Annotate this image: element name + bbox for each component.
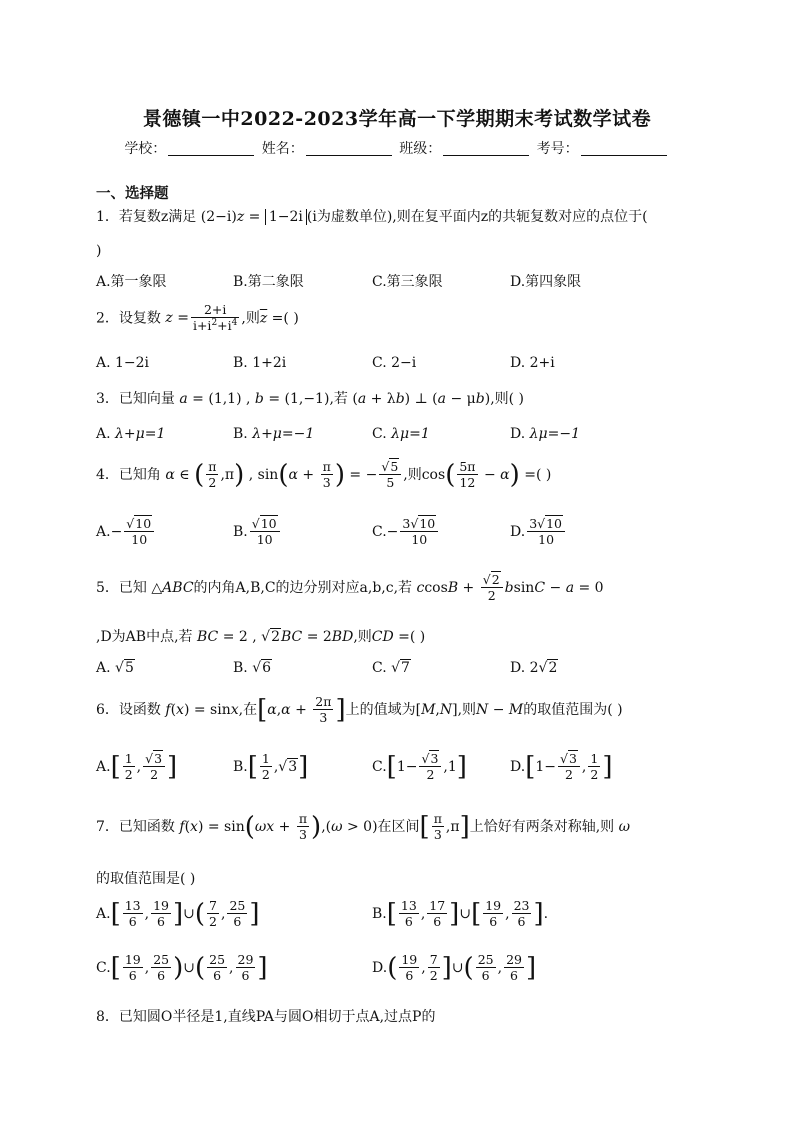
section-heading: 一、选择题 (96, 185, 169, 202)
question-number: 1． (96, 209, 119, 225)
formula: $\overline{z}$ = (259, 310, 284, 327)
option-value: $\frac{√10}{10}$ (248, 524, 282, 540)
option-label: B. (233, 355, 248, 371)
formula: ω (618, 819, 631, 836)
question-number: 5． (96, 580, 119, 597)
q4-option-d[interactable] (510, 517, 567, 547)
option-label: D. (372, 960, 388, 977)
name-label: 姓名： (261, 141, 304, 157)
option-label: A. (96, 660, 111, 676)
q7-option-b[interactable] (372, 899, 548, 929)
q7-option-d[interactable] (372, 953, 536, 983)
option-value: λ+μ=1 (115, 426, 166, 442)
option-value: λμ=1 (391, 426, 430, 442)
option-label: D. (510, 660, 526, 676)
q3-option-a[interactable] (96, 426, 165, 442)
question-text: ,则 (403, 467, 422, 484)
question-text: ,则 (241, 310, 260, 327)
question-text: 设复数 (118, 310, 161, 327)
option-value: [ $\frac{13}{6}$ , $\frac{17}{6}$ ]∪[ $\frac{19}{6}$ , $\frac{23}{6}$ ]. (386, 898, 549, 930)
q5-option-d[interactable] (510, 660, 558, 676)
q1-option-a[interactable]: A.第一象限 (96, 274, 167, 290)
school-blank[interactable] (168, 141, 254, 156)
question-1-cont: ) (96, 243, 102, 259)
q2-option-c[interactable] (372, 355, 416, 371)
formula: (2−i)z = 1−2i (201, 209, 307, 225)
option-label: D. (510, 759, 526, 776)
question-text: ,D为AB中点,若 (96, 629, 193, 645)
student-info-line (0, 138, 794, 158)
option-value: λμ=−1 (529, 426, 580, 442)
option-label: A. (96, 906, 111, 923)
option-value: √5 (115, 660, 134, 676)
option-label: C. (96, 960, 111, 977)
question-text: ( ) (535, 467, 552, 484)
option-value: [ $\frac{1}{2}$ ,√3] (247, 751, 309, 783)
question-number: 2． (96, 310, 119, 327)
option-label: C. (372, 426, 387, 442)
q5-option-b[interactable] (233, 660, 272, 676)
exam-title: 景德镇一中2022-2023学年高一下学期期末考试数学试卷 (142, 108, 652, 130)
question-3 (96, 388, 524, 408)
formula: △ABC (151, 580, 194, 597)
formula: f(x) = sin(ωx + $\frac{\pi}{3}$ ),(ω > 0) (179, 811, 378, 843)
q2-option-b[interactable] (233, 355, 286, 371)
q1-option-c[interactable]: C.第三象限 (372, 274, 443, 290)
option-label: B. (372, 906, 387, 923)
option-label: A. (96, 524, 111, 541)
formula: z = $\frac{2+i}{i+i^2+i^4}$ (165, 302, 238, 334)
option-value: [1− $\frac{√3}{2}$ ,1] (386, 751, 467, 783)
question-text: 的取值范围为( ) (523, 702, 623, 719)
option-value: [ $\frac{13}{6}$ , $\frac{19}{6}$ ]∪( $\frac{7}{2}$ , $\frac{25}{6}$ ] (110, 898, 260, 930)
question-text: 上恰好有两条对称轴,则 (469, 819, 615, 836)
option-label: B. (233, 524, 248, 541)
question-text: 若复数z满足 (118, 209, 197, 225)
q2-option-a[interactable] (96, 355, 149, 371)
question-text: 已知圆O半径是1,直线PA与圆O相切于点A,过点P的 (118, 1009, 436, 1025)
option-label: C. (372, 524, 387, 541)
option-value: − $\frac{3√10}{10}$ (387, 524, 441, 540)
formula: [M,N] (415, 702, 458, 719)
option-label: D. (510, 524, 526, 541)
q5-option-a[interactable] (96, 660, 135, 676)
option-value: 1+2i (252, 355, 287, 371)
question-text: ,则( ) (490, 391, 525, 407)
q7-option-c[interactable] (96, 953, 268, 983)
question-text: 设函数 (118, 702, 161, 719)
option-value: − $\frac{√10}{10}$ (111, 524, 157, 540)
q3-option-d[interactable] (510, 426, 580, 442)
exam-number-blank[interactable] (581, 141, 667, 156)
class-label: 班级： (399, 141, 442, 157)
question-text: ,在 (238, 702, 258, 719)
question-number: 7． (96, 819, 119, 836)
question-8 (96, 1006, 435, 1026)
question-text: ( ) (409, 629, 426, 645)
option-label: C. (372, 660, 387, 676)
school-label: 学校： (124, 141, 167, 157)
option-value: 2√2 (529, 660, 558, 676)
option-label: C. (372, 759, 387, 776)
question-number: 6． (96, 702, 119, 719)
q1-option-d[interactable]: D.第四象限 (510, 274, 582, 290)
option-label: A. (96, 426, 111, 442)
formula: α ∈ ( $\frac{\pi}{2}$ ,π) , sin(α + $\frac{\pi}{3}$ ) = − $\frac{√5}{5}$ (165, 467, 403, 483)
formula: BC = 2 , √2BC = 2BD (196, 629, 354, 645)
q2-option-d[interactable] (510, 355, 555, 371)
q3-option-c[interactable] (372, 426, 430, 442)
formula: (a + λb) ⊥ (a − μb) (352, 391, 491, 407)
exam-number-label: 考号： (536, 141, 579, 157)
q6-option-c[interactable] (372, 752, 467, 782)
question-7 (96, 812, 630, 842)
question-4 (96, 460, 551, 490)
formula: a = (1,1) , b = (1,−1) (179, 391, 330, 407)
question-number: 4． (96, 467, 119, 484)
question-5 (96, 573, 604, 603)
q4-option-a[interactable] (96, 517, 156, 547)
question-text: (i为虚数单位),则在复平面内z的共轭复数对应的点位于( (306, 209, 648, 225)
option-label: A. (96, 355, 111, 371)
formula: cos( $\frac{5\pi}{12}$ − α) = (421, 459, 536, 491)
option-value: λ+μ=−1 (252, 426, 315, 442)
q7-option-a[interactable] (96, 899, 260, 929)
option-label: A. (96, 759, 111, 776)
question-number: 8． (96, 1009, 119, 1025)
option-value: [1− $\frac{√3}{2}$ , $\frac{1}{2}$ ] (525, 751, 613, 783)
formula: CD = (371, 629, 410, 645)
option-value: [ $\frac{1}{2}$ , $\frac{√3}{2}$ ] (110, 751, 178, 783)
question-text: ,则 (353, 629, 372, 645)
option-value: √7 (391, 660, 410, 676)
question-text: 已知函数 (118, 819, 175, 836)
q1-option-b[interactable]: B.第二象限 (233, 274, 304, 290)
name-blank[interactable] (306, 141, 392, 156)
formula: [ $\frac{\pi}{3}$ ,π] (419, 811, 470, 843)
q6-option-b[interactable] (233, 752, 308, 782)
question-7-cont: 的取值范围是( ) (96, 871, 196, 887)
option-label: B. (233, 660, 248, 676)
question-text: 在区间 (377, 819, 420, 836)
question-text: ,则 (457, 702, 477, 719)
option-label: C. (372, 355, 387, 371)
q6-option-a[interactable] (96, 752, 177, 782)
question-6 (96, 695, 623, 725)
option-value: √6 (252, 660, 272, 676)
question-2 (96, 303, 299, 334)
q5-option-c[interactable] (372, 660, 411, 676)
option-label: D. (510, 355, 526, 371)
formula: f(x) = sinx (165, 702, 239, 719)
question-text: 已知 (118, 580, 147, 597)
question-5-cont (96, 626, 425, 646)
q6-option-d[interactable] (510, 752, 612, 782)
question-text: 上的值域为 (345, 702, 416, 719)
option-label: B. (233, 426, 248, 442)
formula: ccosB + $\frac{√2}{2}$ bsinC − a = 0 (416, 572, 604, 604)
option-value: ( $\frac{19}{6}$ , $\frac{7}{2}$ ]∪( $\frac{25}{6}$ , $\frac{29}{6}$ ] (387, 952, 537, 984)
option-value: 2+i (529, 355, 555, 371)
formula: N − M (476, 702, 524, 719)
question-text: 的内角A,B,C的边分别对应a,b,c,若 (193, 580, 413, 597)
question-text: ,若 (329, 391, 348, 407)
option-value: 1−2i (115, 355, 150, 371)
class-blank[interactable] (443, 141, 529, 156)
option-value: $\frac{3√10}{10}$ (525, 524, 567, 540)
formula: [α,α + $\frac{2\pi}{3}$ ] (257, 694, 346, 726)
q4-option-c[interactable] (372, 517, 440, 547)
q3-option-b[interactable] (233, 426, 314, 442)
question-number: 3． (96, 391, 119, 407)
question-text: 已知角 (118, 467, 161, 484)
q4-option-b[interactable] (233, 517, 282, 547)
question-text: ( ) (283, 310, 299, 327)
option-value: [ $\frac{19}{6}$ , $\frac{25}{6}$ )∪( $\frac{25}{6}$ , $\frac{29}{6}$ ] (110, 952, 268, 984)
option-value: 2−i (391, 355, 417, 371)
question-1 (96, 206, 648, 226)
option-label: B. (233, 759, 248, 776)
option-label: D. (510, 426, 526, 442)
question-text: 已知向量 (118, 391, 175, 407)
